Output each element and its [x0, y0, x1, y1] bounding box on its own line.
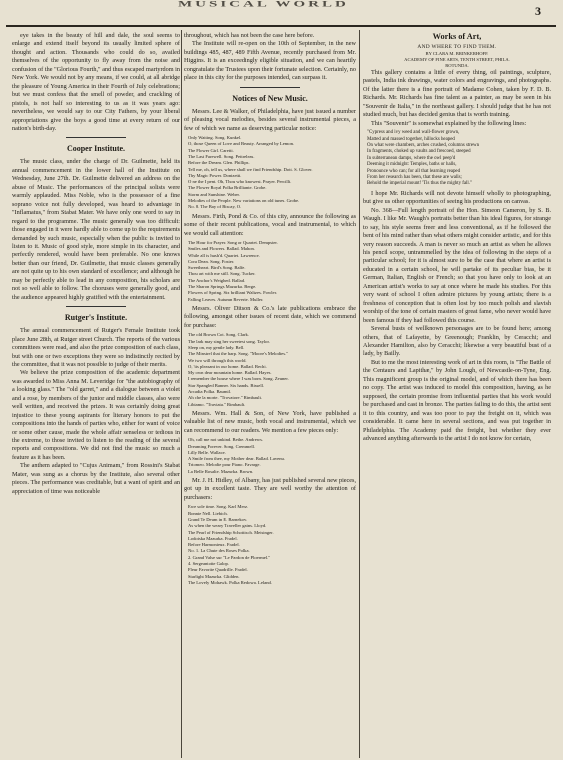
column-divider-2	[359, 30, 360, 758]
intro-paragraph: eye takes in the beauty of hill and dale, the soul seems to enlarge and extend itself beyond its usually limited sphere of thought and action. Thousands who could do so, availed themselves of the opportunity to fly away from the noise and confusion of the "Glorious Fourth," and thus escaped martyrdom in New York. We would not by any means, if we could, at all abridge the pleasure of Young America in their Fourth of July celebrations; but we must confess that the smell of powder, and crackling of pistols, is not half so interesting to us as it was years ago: nevertheless, we would say to our City Fathers, by your liberal appropriations give the boys a good time at every return of our nation's birth-day.	[12, 32, 180, 132]
ditson-paragraph: Messrs. Oliver Ditson & Co.'s late publications embrace the following, amongst other issues of recent date, which we commend for purchase:	[184, 304, 356, 329]
article-paragraph: No. 368—Full length portrait of the Hon. Simeon Cameron, by S. B. Waugh. I like Mr. Waugh's portraits better than his ideal figures, for strange to say, his style seems freer and less conventional, as if he followed the bent of his mind rather than what others might consider artistic, and for this very reason succeeds. A man is never so much an artist as when he allows his pencil scope, untrammelled by the idea of following in the steps of a particular school; for it is almost sure to be the case that where an artist is educated in a certain school, he will partake of its peculiar bias, be it German, Italian, English or French; so that you have only to look at an American artist's works to say at once where he made his studies. For this very want of school I often admire pictures by young artists; there is a freshness of conception that is often lost by too much polish and slavish worship of the tone of certain masters of great fame, who never would have been famous if they had followed this course.	[363, 206, 551, 324]
works-of-art-heading: Works of Art,	[432, 32, 482, 41]
firth-pond-list: The Hour for Prayer. Song or Quartet. Dempster. Smiles and Flowers. Ballad. Mahon. While all is hush'd. Quartet. Lawrence. Cora Dean. Song. Foster. Sweetheart. Bird's Song. Balfe. Thou art with me still. Song. Tucker. The Anchor's Weighed. Ballad. The Sharon Springs Mazurka. Berge. Flowers of Spring. Six brilliant Waltzes. Fowler. Falling Leaves. Autumn Reverie. Muller.	[188, 240, 278, 302]
masthead-rule	[6, 25, 556, 27]
section-divider	[66, 306, 126, 307]
location-line-2: ROTUNDA.	[445, 63, 469, 68]
hidley-list: Ewe sole time. Song. Karl Merz. Bonnie Nell. Liebich. Grand Te Deum in E. Barnekov. As when the weary Traveller gains. Lloyd. The Pearl of Friendship Schottisch. Meisinger. Lodoiska Mazurka. Fradel. Before Harmonieux. Fradel. No. 1. La Chute des Roses Polka. 2. Grand Valse sur "Le Pardon de Ploermel." 4. Sergeantotte Galop. Fleur Favorite Quadrille. Fradel. Starlight Mazurka. Glidden. The Lovely Mohawk. Polka Redowa. Leland.	[188, 504, 274, 585]
section-divider	[240, 87, 300, 88]
masthead	[0, 0, 563, 30]
firth-pond-paragraph: Messrs. Firth, Pond & Co. of this city, announce the following as some of their recent publications, vocal and instrumental, to which we would call attention:	[184, 212, 356, 237]
cooper-paragraph: The music class, under the charge of Dr. Guilmette, held its annual commencement in the lower hall of the Institute on Wednesday, June 27th. Dr. Guilmette delivered an address on the abuse of Music. The performances of the principal solists were warmly applauded. Miss Noble, who is the possessor of a fine soprano voice not fully developed, was heard to advantage in "Inflamatus," from Stabat Mater. We have only one word to say in regard to the programme. The music generally was too difficult: those engaged in it were hardly able to come up to the requirements demanded by such music, especially when the public is invited to listen to it. Music of good style, more simple in its character, and perfectly rendered, would have been preferable. No one knows better than our friend, Dr. Guilmette, that music classes generally are not quite up to his own standard of excellence; and although he may be perfectly able to lead in any composition, his scholars are not so well able to follow. The choruses were generally good, and the audience appeared highly gratified with the entertainment.	[12, 158, 180, 301]
rutgers-paragraph-2: We believe the prize composition of the academic department was awarded to Miss Anna M. Leveridge for "the autobiography of a looking glass." The "old garret," and a dialogue between a violet and a rose, by members of the junior and middle classes, also were well written, and received the prizes. It was certainly doing great injustice to these young aspirants for literary honors to put the compositions into the hands of parties who, either for want of voice or some other cause, made the whole affair senseless or tedious in the extreme, to those invited to listen to the reading of the several reports and compositions. We did not find the music so much a feature as it has been.	[12, 369, 180, 461]
quoted-poem: "Cypress and ivy weed and wall-flower grown, Matted and massed together, hillocks heaped On what were chambers, arches crushed, columns strewn In fragments, choked up vaults and frescoed, steeped In subterranean damps, where the owl peep'd Deeming it midnight: Temples, baths or halls, Pronounce who can; for all that learning reaped From her research has been, that these are walls; Behold the imperial mount! 'Tis thus the mighty fall."	[367, 130, 480, 187]
hall-paragraph: Messrs. Wm. Hall & Son, of New York, have published a valuable list of new music, both vocal and instrumental, which we can recommend to our readers. We mention a few pieces only:	[184, 409, 356, 434]
notices-heading: Notices of New Music.	[232, 93, 308, 103]
section-divider	[66, 137, 126, 138]
works-of-art-subheading: AND WHERE TO FIND THEM.	[417, 44, 497, 50]
column-divider-1	[181, 30, 182, 758]
masthead-title: MUSICAL WORLD	[178, 0, 349, 9]
lee-walker-list: Only Waiting. Song. Kunkel. O, those Queen of Love and Beauty. Arranged by Lemon. The Flower Girl. Caretti. The Last Farewell. Song. Pettreleas. Before the Dream. Glen. Phillips. Tell me, oh, tell us, where shall we find Friendship. Dott. S. Glover. Thy Magic Power. Donizetti. O ne the I pent. Oh, Thou who knowest. Prayer. Percilli. The Flower Royal Polka Brilliante. Grobe. Storm and Sunshine. Weber. Melodies of the People. New variations on old tunes. Grobe. No. 8. The Bay of Biscay, O.	[188, 135, 313, 210]
article-paragraph: This "Souvenir" is somewhat explained by the following lines:	[371, 119, 527, 127]
column-1	[12, 32, 180, 754]
article-paragraph: But to me the most interesting work of art in this room, is "The Battle of the Centaurs and Lapithæ," by John Lough, of Newcastle-on-Tyne, Eng. This magnificent group is the original model, and of which there has been no copy. The artist was induced to model this composition, having, as he supposed, the certain promise from influential parties that his work would be purchased and cast in bronze. The parties failing to do this, the artist sent it to this country, and was too poor to pay the freight on it, which was considerable. It came here in several sections, and was put together in Philadelphia. The Academy paid the freight, but whether they ever advanced anything afterwards to the artist I do not know for certain,	[363, 358, 551, 442]
continuation-paragraph: throughout, which has not been the case here before.	[184, 32, 315, 39]
column-2	[184, 32, 356, 754]
hidley-paragraph: Mr. J. H. Hidley, of Albany, has just published several new pieces, got up in excellent taste. They are well worthy the attention of purchasers:	[184, 477, 356, 501]
rutgers-paragraph-1: The annual commencement of Rutger's Female Institute took place June 28th, at Rutger street Church. The reports of the various committees were read, and also the prize composition of each class, but with one or two exceptions they were so indistinctly recited by the committee, that it was not possible to judge of their merits.	[12, 327, 180, 368]
ditson-list: The old Brown Cot. Song. Clark. The lark may sing her sweetest song. Taylor. Sleep on, my gentle lady. Bell. The Minstrel that the harp. Song. "Moore's Melodies." We two will through this world. O, 'tis pleasant in our home. Ballad. Bechi. My own dear mountain home. Ballad. Hayes. I remember the house where I was born. Song. Zeuner. Star Spangled Banner. Six hands. Bissell. Arcadia Polka. Baumil. Ah che la morte. "Trovatore." Rimbault. Libiamo. "Traviata." Rimbault.	[188, 332, 289, 407]
reopen-paragraph: The Institute will re-open on the 10th of September, in the new buildings 485, 487, 489 Fifth Avenue, recently purchased from Mr. Higgins. It is an exceedingly eligible situation, and we can heartily congratulate the Trustees upon their fortunate selection. Certainly, no place in this city for the purposes intended, can surpass it.	[184, 40, 356, 82]
rutgers-institute-heading: Rutger's Institute.	[64, 313, 128, 323]
location-line: ACADEMY OF FINE ARTS, TENTH STREET, PHILA.	[404, 57, 510, 62]
column-3	[363, 32, 551, 754]
page-number: 3	[535, 4, 541, 18]
lee-walker-paragraph: Messrs. Lee & Walker, of Philadelphia, have just issued a number of pleasing vocal melodies, besides several instrumental pieces, a few of which we name as deserving particular notice:	[184, 107, 356, 132]
article-paragraph: Several busts of wellknown personages are to be found here; among others, that of Lafayette, by Greenough; Franklin, by Ceracchi; and Alexander Hamilton, also by Ceracchi; likewise a very beautiful bust of a lady, by Bailly.	[363, 325, 551, 358]
byline: BY CLARA M. BRINKERHOFF.	[425, 51, 489, 56]
rutgers-paragraph-3: The anthem adapted to "Cujus Animam," from Rossini's Stabat Mater, was sung as a chorus by the Institute, also several other pieces. The performance was creditable, but a want of spirit and an appreciation of time was noticeable	[12, 462, 180, 495]
article-paragraph: I hope Mr. Richards will not devote himself wholly to photographing, but give us other opportunities of seeing his productions on canvas.	[363, 189, 551, 206]
cooper-institute-heading: Cooper Institute.	[66, 144, 126, 154]
article-paragraph: This gallery contains a little of every thing, oil paintings, sculpture, pastels, India ink drawings, water colors and engravings, and photographs. Of the latter there is a fine portrait of Madame Cohen, taken by F. D. B. Richards. Mr. Richards has fine talent as a painter, as may be seen in his "Souvenir de Italia," in the northeast gallery. I should judge that he has not studied much, but has decided genius that is worth training.	[363, 69, 551, 119]
hall-list: Oh, call me not unkind. Bethe. Andrews. Dreaming Forever. Song. Cremmell. Lilly Belle. Wallace. A Smile from thee, my Mother dear. Ballad. Lavenu. Triomeo. Melodie pour Piano. Favarge. La Belle Rosalie. Mazurka. Brown.	[188, 437, 285, 474]
